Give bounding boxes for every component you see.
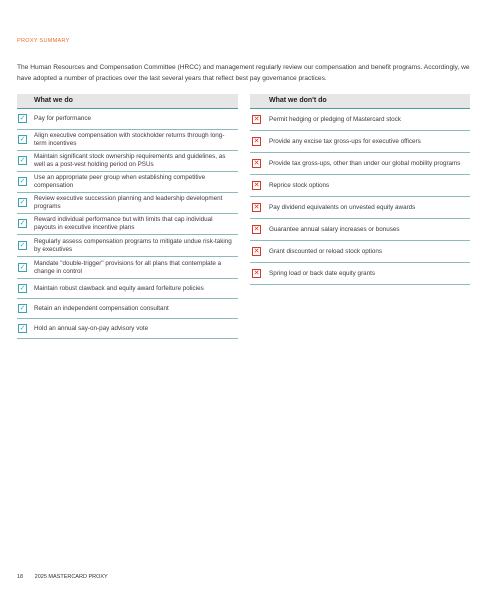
what-we-do-heading: What we do [17,94,238,109]
list-item: ✓ Hold an annual say-on-pay advisory vote [17,319,238,339]
list-item: ✓ Regularly assess compensation programs to mitigate undue risk-taking by executives [17,235,238,257]
check-icon: ✓ [19,178,26,185]
list-item: ✕ Reprice stock options [250,175,470,197]
check-icon: ✓ [19,241,26,249]
x-icon: ✕ [253,225,260,233]
intro-paragraph: The Human Resources and Compensation Committee (HRCC) and management regularly review our compensation and benefit programs. Accordingly, we have adopted a number of practices over the last several years that reflect best pay governance practices. [17,64,470,82]
list-item: ✕ Provide any excise tax gross-ups for executive officers [250,131,470,153]
list-item: ✓ Pay for performance [17,109,238,130]
section-label: PROXY SUMMARY [17,38,70,44]
check-icon: ✓ [19,115,26,122]
list-item: ✕ Permit hedging or pledging of Mastercard stock [250,109,470,131]
check-icon: ✓ [19,324,26,332]
list-item: ✓ Reward individual performance but with limits that cap individual payouts in executive incentive plans [17,214,238,235]
x-icon: ✕ [253,181,260,189]
list-item: ✓ Maintain robust clawback and equity award forfeiture policies [17,279,238,299]
page-number: 18 [17,574,24,580]
x-icon: ✕ [253,269,260,277]
what-we-do-column [17,94,238,339]
check-icon: ✓ [19,157,26,164]
list-item: ✓ Mandate "double-trigger" provisions for all plans that contemplate a change in control [17,257,238,279]
list-item: ✕ Grant discounted or reload stock options [250,241,470,263]
document-title: 2025 MASTERCARD PROXY [34,574,108,580]
list-item: ✓ Maintain significant stock ownership requirements and guidelines, as well as a post-vest holding period on PSUs [17,151,238,172]
check-icon: ✓ [19,220,26,227]
check-icon: ✓ [19,136,26,143]
x-icon: ✕ [253,137,260,145]
list-item: ✓ Review executive succession planning and leadership development programs [17,193,238,214]
what-we-dont-do-column [250,94,470,285]
x-icon: ✕ [253,115,260,123]
page-footer [17,574,108,580]
x-icon: ✕ [253,203,260,211]
list-item: ✕ Guarantee annual salary increases or bonuses [250,219,470,241]
what-we-dont-do-heading: What we don't do [250,94,470,109]
check-icon: ✓ [19,284,26,292]
check-icon: ✓ [19,304,26,312]
list-item: ✓ Retain an independent compensation consultant [17,299,238,319]
list-item: ✕ Spring load or back date equity grants [250,263,470,285]
x-icon: ✕ [253,247,260,255]
check-icon: ✓ [19,199,26,206]
check-icon: ✓ [19,263,26,271]
list-item: ✓ Align executive compensation with stockholder returns through long-term incentives [17,130,238,151]
list-item: ✕ Provide tax gross-ups, other than under our global mobility programs [250,153,470,175]
x-icon: ✕ [253,159,260,167]
list-item: ✕ Pay dividend equivalents on unvested equity awards [250,197,470,219]
list-item: ✓ Use an appropriate peer group when establishing competitive compensation [17,172,238,193]
